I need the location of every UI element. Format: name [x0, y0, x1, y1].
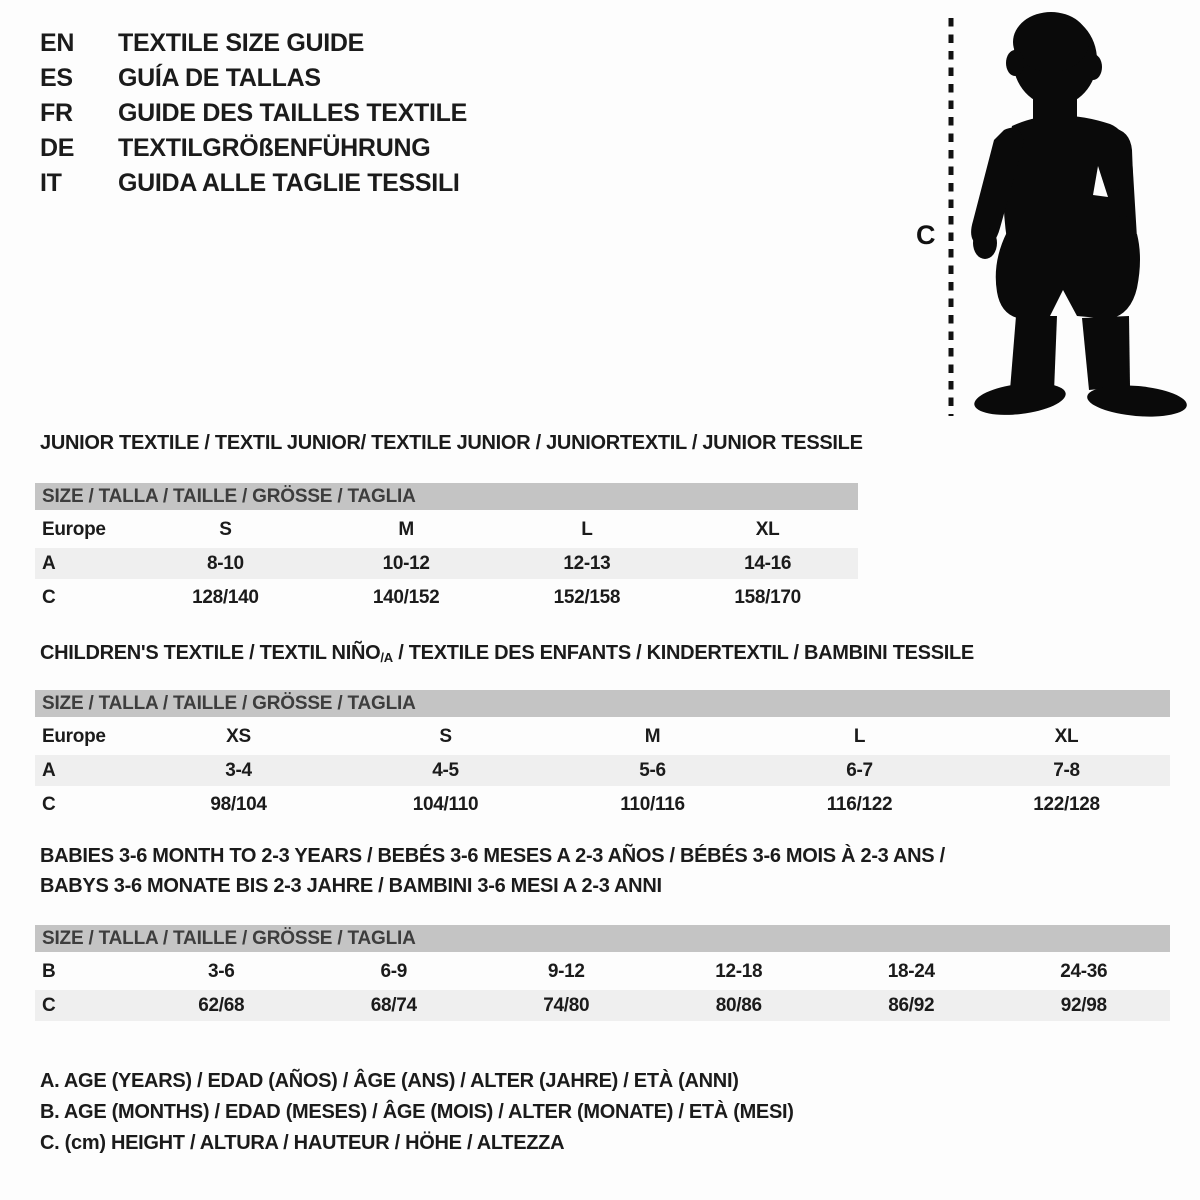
- babies-size-table: [35, 925, 1170, 1024]
- height-value: 62/68: [198, 994, 245, 1016]
- footnote-b: B. AGE (MONTHS) / EDAD (MESES) / ÂGE (MOIS) / ALTER (MONATE) / ETÀ (MESI): [40, 1101, 794, 1123]
- row-label: C: [42, 994, 56, 1016]
- age-value: 5-6: [639, 759, 666, 781]
- children-title-post: / TEXTILE DES ENFANTS / KINDERTEXTIL / BAMBINI TESSILE: [392, 642, 974, 664]
- children-title-sub: /A: [380, 650, 393, 665]
- height-value: 98/104: [210, 793, 267, 815]
- guide-title: GUIDE DES TAILLES TEXTILE: [118, 99, 468, 127]
- junior-section-title: JUNIOR TEXTILE / TEXTIL JUNIOR/ TEXTILE JUNIOR / JUNIORTEXTIL / JUNIOR TESSILE: [40, 432, 863, 454]
- height-value: 86/92: [888, 994, 935, 1016]
- table-row-height: [35, 990, 1170, 1021]
- age-value: 4-5: [432, 759, 459, 781]
- row-label: Europe: [42, 725, 106, 747]
- height-value: 74/80: [543, 994, 590, 1016]
- height-value: 122/128: [1033, 793, 1100, 815]
- table-row-europe: [35, 514, 858, 545]
- language-row: [40, 61, 467, 96]
- table-row-europe: [35, 721, 1170, 752]
- language-code: FR: [40, 99, 73, 127]
- footnote-c: C. (cm) HEIGHT / ALTURA / HAUTEUR / HÖHE / ALTEZZA: [40, 1132, 565, 1154]
- language-code: EN: [40, 29, 75, 57]
- language-code: DE: [40, 134, 75, 162]
- babies-section-title-line1: BABIES 3-6 MONTH TO 2-3 YEARS / BEBÉS 3-6 MESES A 2-3 AÑOS / BÉBÉS 3-6 MOIS À 2-3 ANS /: [40, 845, 945, 867]
- size-value: M: [398, 518, 414, 540]
- age-value: 7-8: [1053, 759, 1080, 781]
- row-label: C: [42, 586, 56, 608]
- row-label: A: [42, 552, 56, 574]
- height-measure-label: C: [916, 220, 936, 250]
- age-value: 14-16: [744, 552, 792, 574]
- babies-section-title-line2: BABYS 3-6 MONATE BIS 2-3 JAHRE / BAMBINI 3-6 MESI A 2-3 ANNI: [40, 875, 662, 897]
- junior-size-table: [35, 483, 858, 616]
- footnote-a: A. AGE (YEARS) / EDAD (AÑOS) / ÂGE (ANS) / ALTER (JAHRE) / ETÀ (ANNI): [40, 1070, 739, 1092]
- size-value: XS: [226, 725, 251, 747]
- table-row-height: [35, 789, 1170, 820]
- size-header-bar: SIZE / TALLA / TAILLE / GRÖSSE / TAGLIA: [35, 690, 1170, 717]
- language-row: [40, 96, 467, 131]
- age-value: 8-10: [206, 552, 244, 574]
- height-value: 140/152: [372, 586, 440, 608]
- months-value: 24-36: [1060, 960, 1108, 982]
- children-size-table: [35, 690, 1170, 823]
- height-value: 68/74: [370, 994, 417, 1016]
- size-header-bar: SIZE / TALLA / TAILLE / GRÖSSE / TAGLIA: [35, 483, 858, 510]
- size-value: XL: [755, 518, 780, 540]
- guide-title: TEXTILE SIZE GUIDE: [118, 29, 365, 57]
- row-label: Europe: [42, 518, 106, 540]
- height-value: 80/86: [715, 994, 762, 1016]
- language-row: [40, 166, 467, 201]
- size-value: XL: [1054, 725, 1079, 747]
- height-value: 110/116: [620, 793, 685, 815]
- language-code: ES: [40, 64, 73, 92]
- guide-title: GUÍA DE TALLAS: [118, 64, 321, 92]
- language-row: [40, 131, 467, 166]
- children-title-pre: CHILDREN'S TEXTILE / TEXTIL NIÑO: [40, 642, 381, 664]
- months-value: 12-18: [715, 960, 763, 982]
- height-value: 92/98: [1060, 994, 1107, 1016]
- legend-footnotes: [40, 1066, 794, 1159]
- height-value: 104/110: [412, 793, 479, 815]
- age-value: 3-4: [225, 759, 252, 781]
- size-value: S: [439, 725, 452, 747]
- children-section-title: [40, 642, 974, 665]
- size-value: M: [644, 725, 661, 747]
- age-value: 6-7: [846, 759, 873, 781]
- size-value: S: [219, 518, 232, 540]
- size-header-bar: SIZE / TALLA / TAILLE / GRÖSSE / TAGLIA: [35, 925, 1170, 952]
- table-row-age: [35, 755, 1170, 786]
- months-value: 9-12: [547, 960, 585, 982]
- toddler-figure: [900, 0, 1200, 430]
- table-row-age: [35, 548, 858, 579]
- table-row-months: [35, 956, 1170, 987]
- row-label: A: [42, 759, 56, 781]
- row-label: C: [42, 793, 56, 815]
- height-value: 158/170: [734, 586, 801, 608]
- age-value: 12-13: [563, 552, 611, 574]
- guide-title: GUIDA ALLE TAGLIE TESSILI: [118, 169, 460, 197]
- language-code: IT: [40, 169, 62, 197]
- age-value: 10-12: [382, 552, 430, 574]
- toddler-silhouette-icon: [971, 12, 1188, 420]
- language-title-list: [40, 26, 467, 201]
- height-value: 116/122: [826, 793, 893, 815]
- months-value: 18-24: [887, 960, 935, 982]
- guide-title: TEXTILGRÖßENFÜHRUNG: [118, 134, 431, 162]
- row-label: B: [42, 960, 56, 982]
- months-value: 3-6: [207, 960, 235, 982]
- size-value: L: [853, 725, 866, 747]
- table-row-height: [35, 582, 858, 613]
- language-row: [40, 26, 467, 61]
- height-value: 128/140: [192, 586, 259, 608]
- height-value: 152/158: [553, 586, 621, 608]
- size-value: L: [581, 518, 593, 540]
- months-value: 6-9: [380, 960, 408, 982]
